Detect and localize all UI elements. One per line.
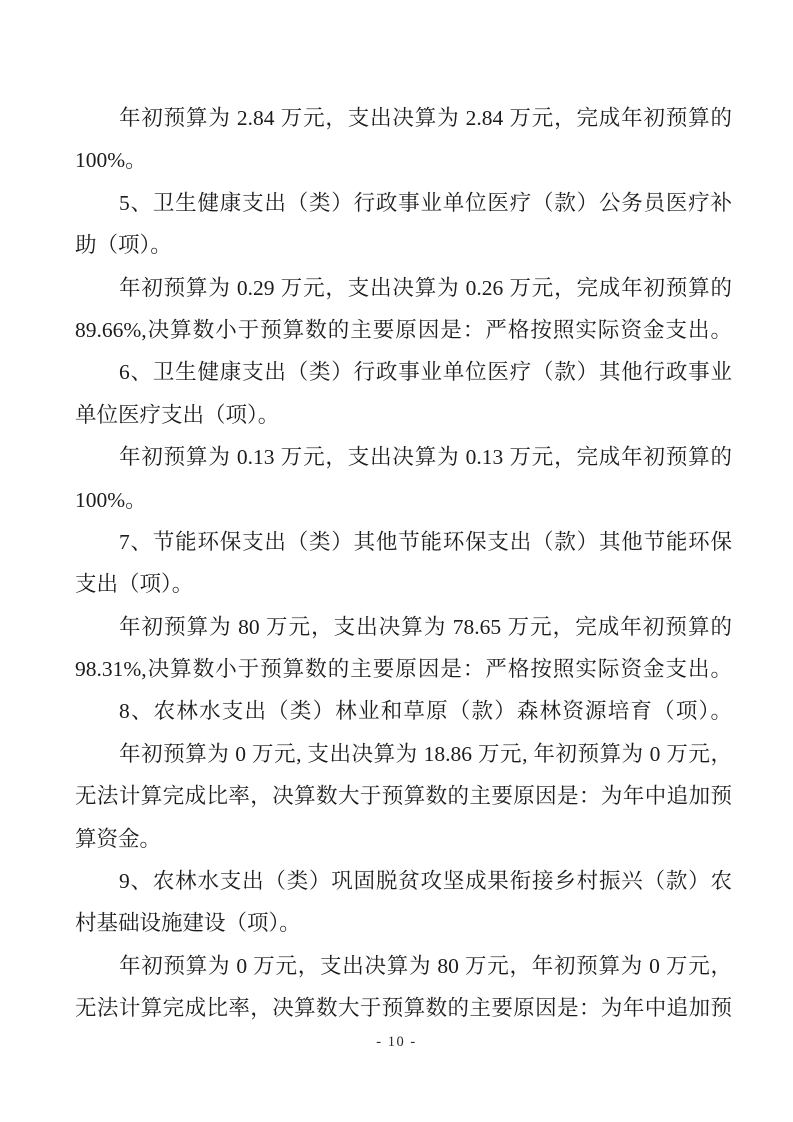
text-line: 单位医疗支出（项）。	[75, 402, 280, 427]
document-body	[75, 97, 732, 1030]
text-line: 年初预算为 80 万元，支出决算为 78.65 万元，完成年初预算的	[119, 614, 732, 639]
page-number: - 10 -	[376, 1034, 417, 1050]
text-line: 村基础设施建设（项）。	[75, 911, 301, 936]
text-line: 年初预算为 0.13 万元，支出决算为 0.13 万元，完成年初预算的	[119, 445, 732, 470]
text-line: 100%。	[75, 487, 147, 512]
text-line: 年初预算为 2.84 万元，支出决算为 2.84 万元，完成年初预算的	[119, 106, 732, 130]
text-line: 5、卫生健康支出（类）行政事业单位医疗（款）公务员医疗补	[119, 190, 732, 215]
text-line: 算资金。	[75, 826, 162, 851]
text-line: 年初预算为 0.29 万元，支出决算为 0.26 万元，完成年初预算的	[119, 275, 732, 300]
text-line: 支出（项）。	[75, 572, 194, 597]
text-line: 6、卫生健康支出（类）行政事业单位医疗（款）其他行政事业	[119, 360, 732, 385]
text-line: 年初预算为 0 万元，支出决算为 80 万元，年初预算为 0 万元，	[119, 953, 732, 978]
text-line: 无法计算完成比率，决算数大于预算数的主要原因是：为年中追加预	[75, 784, 732, 809]
text-line: 助（项）。	[75, 233, 172, 258]
text-line: 年初预算为 0 万元, 支出决算为 18.86 万元, 年初预算为 0 万元，	[119, 741, 732, 766]
text-line: 8、农林水支出（类）林业和草原（款）森林资源培育（项）。	[119, 699, 732, 724]
text-line: 100%。	[75, 148, 147, 173]
text-line: 无法计算完成比率，决算数大于预算数的主要原因是：为年中追加预	[75, 996, 732, 1021]
text-line: 98.31%,决算数小于预算数的主要原因是：严格按照实际资金支出。	[75, 657, 732, 682]
text-line: 9、农林水支出（类）巩固脱贫攻坚成果衔接乡村振兴（款）农	[119, 869, 732, 894]
text-line: 89.66%,决算数小于预算数的主要原因是：严格按照实际资金支出。	[75, 317, 732, 342]
text-line: 7、节能环保支出（类）其他节能环保支出（款）其他节能环保	[119, 529, 732, 554]
